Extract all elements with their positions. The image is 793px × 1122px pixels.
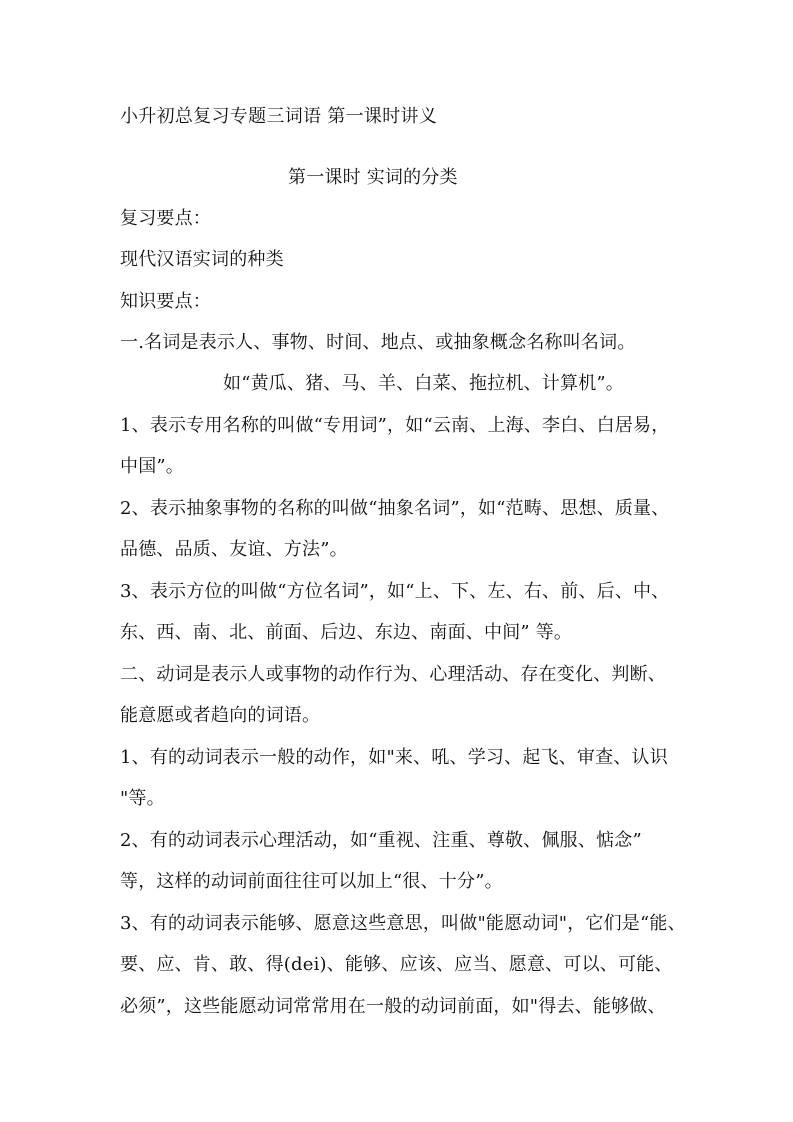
document-title: 小升初总复习专题三词语 第一课时讲义 <box>120 106 438 127</box>
paragraph-line: 东、西、南、北、前面、后边、东边、南面、中间” 等。 <box>120 622 573 643</box>
paragraph-line: 3、有的动词表示能够、愿意这些意思，叫做"能愿动词"，它们是“能、 <box>120 913 686 934</box>
review-points-label: 复习要点： <box>120 208 211 229</box>
paragraph-line: 1、有的动词表示一般的动作，如"来、吼、学习、起飞、审查、认识 <box>120 747 668 768</box>
paragraph-line: 1、表示专用名称的叫做“专用词”，如“云南、上海、李白、白居易， <box>120 415 670 436</box>
paragraph-line: 一.名词是表示人、事物、时间、地点、或抽象概念名称叫名词。 <box>120 332 636 353</box>
paragraph-line: 等，这样的动词前面往往可以加上“很、十分”。 <box>120 871 503 892</box>
paragraph-line: "等。 <box>120 788 165 809</box>
paragraph-line: 中国”。 <box>120 456 185 477</box>
lesson-heading: 第一课时 实词的分类 <box>288 167 458 188</box>
paragraph-line: 必须”，这些能愿动词常常用在一般的动词前面，如"得去、能够做、 <box>120 996 666 1017</box>
paragraph-line: 2、有的动词表示心理活动，如“重视、注重、尊敬、佩服、惦念” <box>120 830 642 851</box>
paragraph-line: 二、动词是表示人或事物的动作行为、心理活动、存在变化、判断、 <box>120 664 666 685</box>
paragraph-line: 2、表示抽象事物的名称的叫做“抽象名词”，如“范畴、思想、质量、 <box>120 498 670 519</box>
knowledge-points-label: 知识要点： <box>120 291 211 312</box>
paragraph-line: 要、应、肯、敢、得(dei)、能够、应该、应当、愿意、可以、可能、 <box>120 954 673 975</box>
paragraph-line: 3、表示方位的叫做“方位名词”，如“上、下、左、右、前、后、中、 <box>120 581 670 602</box>
review-points-text: 现代汉语实词的种类 <box>120 249 284 270</box>
paragraph-line: 如“黄瓜、猪、马、羊、白菜、拖拉机、计算机”。 <box>223 373 625 394</box>
paragraph-line: 品德、品质、友谊、方法”。 <box>120 539 348 560</box>
paragraph-line: 能意愿或者趋向的词语。 <box>120 705 321 726</box>
